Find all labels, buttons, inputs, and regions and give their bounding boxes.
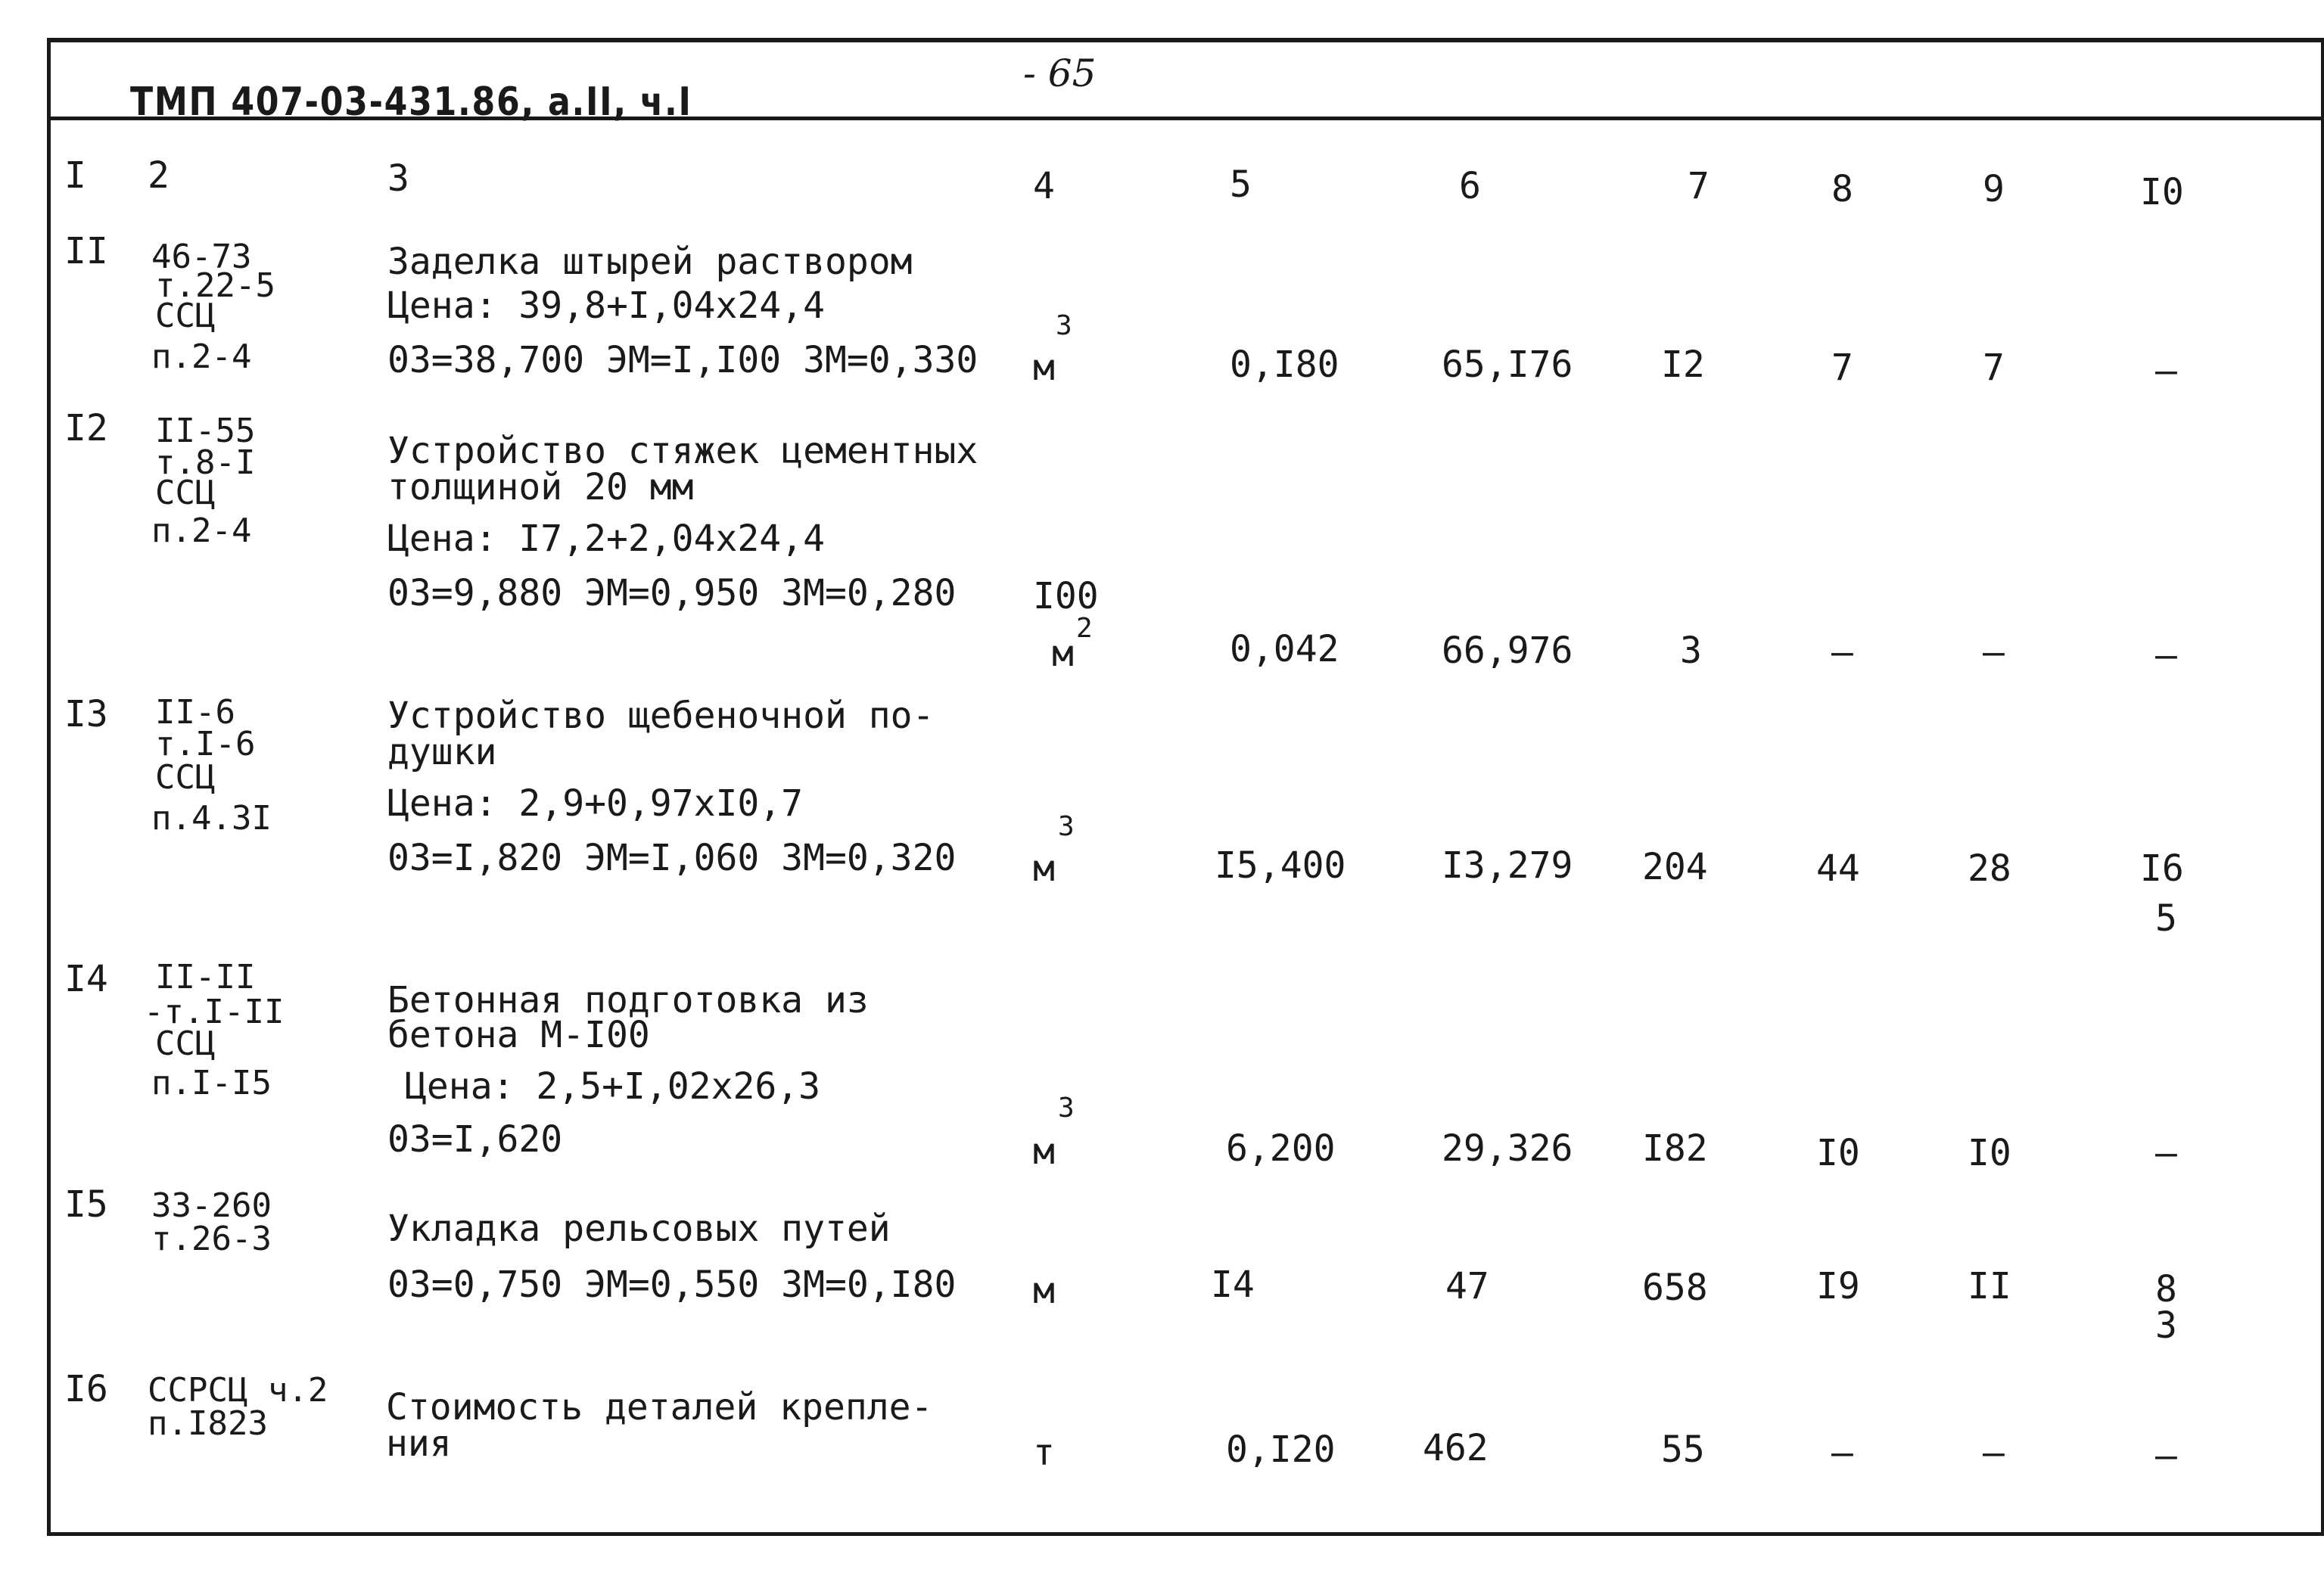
- row-ref: ССЦ: [155, 758, 216, 797]
- row-col10-cont: 3: [2155, 1304, 2177, 1347]
- row-ref: п.I823: [148, 1404, 268, 1443]
- row-ref: т.26-3: [151, 1220, 272, 1258]
- row-col6: 66,976: [1442, 630, 1573, 672]
- row-description-cont: душки: [387, 731, 497, 773]
- row-col7: 204: [1642, 846, 1708, 888]
- row-ref: т.I-6: [155, 725, 256, 763]
- row-coefficients: 03=38,700 ЭМ=I,I00 ЗМ=0,330: [387, 339, 978, 381]
- row-col8: 44: [1816, 847, 1860, 890]
- row-number: II: [64, 230, 108, 272]
- row-number: I2: [64, 407, 108, 449]
- row-description-cont: бетона М-I00: [387, 1014, 650, 1056]
- page-number: - 65: [1023, 51, 1097, 95]
- row-col6: 65,I76: [1442, 344, 1573, 386]
- row-unit-2: м: [1052, 633, 1074, 675]
- row-col10: –: [2155, 350, 2177, 392]
- row-col7: 55: [1661, 1428, 1705, 1471]
- row-ref: II-II: [155, 958, 256, 996]
- row-col8: –: [1831, 1432, 1853, 1474]
- document-code: ТМП 407-03-431.86, a.II, ч.I: [130, 79, 692, 125]
- col-header-1: I: [64, 154, 86, 197]
- row-coefficients: 03=0,750 ЭМ=0,550 ЗМ=0,I80: [387, 1264, 957, 1306]
- row-col9: –: [1983, 631, 2005, 673]
- row-ref: II-55: [155, 412, 256, 450]
- row-col7: I82: [1642, 1127, 1708, 1170]
- col-header-10: I0: [2140, 171, 2184, 213]
- row-ref: ССЦ: [155, 297, 216, 335]
- row-col10: I6: [2140, 847, 2184, 890]
- row-price: Цена: I7,2+2,04x24,4: [387, 518, 825, 560]
- row-description: Заделка штырей раствором: [387, 241, 913, 283]
- row-col8: 7: [1831, 347, 1853, 389]
- row-description: Устройство щебеночной по-: [387, 695, 935, 737]
- row-col10: –: [2155, 634, 2177, 676]
- row-col8: I0: [1816, 1132, 1860, 1174]
- row-unit-superscript: 3: [1056, 310, 1072, 341]
- row-description: Устройство стяжек цементных: [387, 430, 978, 472]
- row-unit-superscript: 3: [1058, 811, 1075, 842]
- row-description: Укладка рельсовых путей: [387, 1208, 891, 1250]
- row-ref: п.2-4: [151, 337, 252, 376]
- row-price: Цена: 39,8+I,04x24,4: [387, 284, 825, 327]
- col-header-6: 6: [1459, 165, 1481, 207]
- row-price: Цена: 2,5+I,02x26,3: [405, 1065, 821, 1108]
- row-unit: м: [1033, 1130, 1055, 1173]
- row-col7: 3: [1680, 630, 1702, 672]
- row-coefficients: 03=9,880 ЭМ=0,950 ЗМ=0,280: [387, 572, 957, 614]
- row-col10: –: [2155, 1435, 2177, 1477]
- row-col5: 6,200: [1226, 1127, 1336, 1170]
- row-col8: I9: [1816, 1265, 1860, 1307]
- row-col10: 8: [2155, 1268, 2177, 1310]
- col-header-5: 5: [1230, 163, 1252, 206]
- col-header-9: 9: [1983, 168, 2005, 210]
- row-description: Бетонная подготовка из: [387, 979, 869, 1021]
- row-number: I6: [64, 1368, 108, 1410]
- row-description-cont: толщиной 20 мм: [387, 466, 694, 508]
- row-unit: м: [1033, 1270, 1055, 1312]
- row-ref: ССЦ: [155, 474, 216, 512]
- col-header-7: 7: [1688, 165, 1710, 207]
- row-col5: 0,I20: [1226, 1428, 1336, 1471]
- row-col5: I5,400: [1215, 844, 1346, 887]
- row-col5: I4: [1211, 1264, 1255, 1306]
- row-coefficients: 03=I,820 ЭМ=I,060 ЗМ=0,320: [387, 837, 957, 879]
- row-col7: I2: [1661, 344, 1705, 386]
- row-ref: -т.I-II: [144, 993, 285, 1031]
- row-ref: 33-260: [151, 1186, 272, 1225]
- row-unit-superscript: 3: [1058, 1093, 1075, 1124]
- row-number: I3: [64, 693, 108, 735]
- row-ref: ССРСЦ ч.2: [148, 1371, 328, 1410]
- col-header-2: 2: [148, 154, 170, 197]
- row-price: Цена: 2,9+0,97xI0,7: [387, 782, 804, 825]
- row-ref: т.8-I: [155, 443, 256, 482]
- row-col6: 47: [1445, 1265, 1489, 1307]
- row-unit: м: [1033, 847, 1055, 890]
- row-col9: II: [1968, 1265, 2011, 1307]
- row-col5: 0,042: [1230, 628, 1339, 670]
- row-col9: –: [1983, 1432, 2005, 1474]
- row-ref: п.4.3I: [151, 799, 272, 838]
- row-description-cont: ния: [386, 1422, 452, 1465]
- row-ref: II-6: [155, 693, 235, 732]
- row-col6: 29,326: [1442, 1127, 1573, 1170]
- row-unit: т: [1033, 1432, 1055, 1474]
- row-coefficients: 03=I,620: [387, 1118, 563, 1161]
- row-col9: 28: [1968, 847, 2011, 890]
- row-description: Стоимость деталей крепле-: [386, 1386, 933, 1428]
- row-number: I4: [64, 958, 108, 1000]
- row-ref: п.2-4: [151, 511, 252, 550]
- row-ref: ССЦ: [155, 1024, 216, 1063]
- row-unit: I00: [1033, 575, 1099, 617]
- row-number: I5: [64, 1183, 108, 1226]
- row-col8: –: [1831, 631, 1853, 673]
- row-col6: I3,279: [1442, 844, 1573, 887]
- row-ref: 46-73: [151, 238, 252, 276]
- row-col9: 7: [1983, 347, 2005, 389]
- row-ref: п.I-I5: [151, 1064, 272, 1102]
- row-col7: 658: [1642, 1267, 1708, 1309]
- row-ref: т.22-5: [155, 266, 275, 305]
- row-unit: м: [1033, 347, 1055, 389]
- row-col10: –: [2155, 1132, 2177, 1174]
- col-header-8: 8: [1831, 168, 1853, 210]
- row-col5: 0,I80: [1230, 344, 1339, 386]
- col-header-3: 3: [387, 157, 409, 200]
- row-col10-cont: 5: [2155, 897, 2177, 940]
- row-unit-superscript: 2: [1076, 613, 1093, 644]
- col-header-4: 4: [1033, 165, 1055, 207]
- row-col9: I0: [1968, 1132, 2011, 1174]
- row-col6: 462: [1423, 1427, 1489, 1469]
